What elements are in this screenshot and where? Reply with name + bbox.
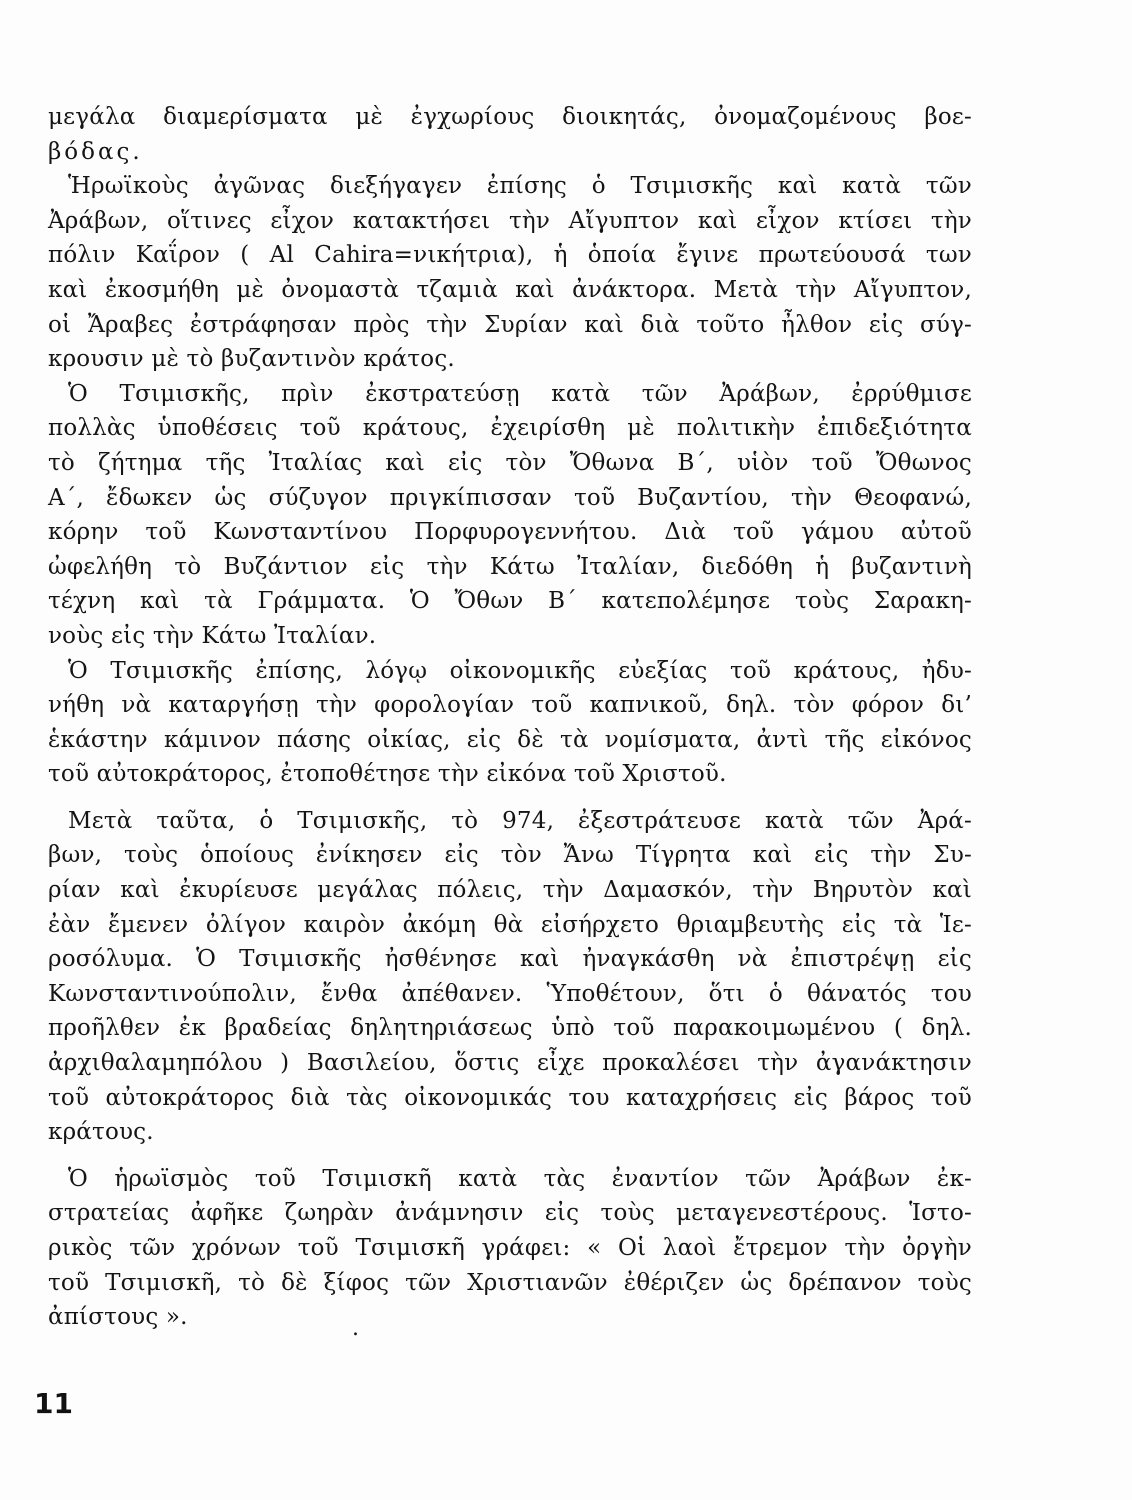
text-line: τοῦ αὐτοκράτορος διὰ τὰς οἰκονομικάς του καταχρήσεις εἰς βάρος τοῦ [48,1084,972,1111]
text-line: Ὁ Τσιμισκῆς ἐπίσης, λόγῳ οἰκονομικῆς εὐεξίας τοῦ κράτους, ἠδυ- [68,657,972,684]
text-line: Ὁ ἡρωϊσμὸς τοῦ Τσιμισκῆ κατὰ τὰς ἐναντίον τῶν Ἀράβων ἐκ- [68,1165,972,1192]
paragraph-spacer [48,792,972,804]
text-line: οἱ Ἄραβες ἐστράφησαν πρὸς τὴν Συρίαν καὶ διὰ τοῦτο ἦλθον εἰς σύγ- [48,311,972,338]
paragraph-4 [48,654,972,792]
text-line: ὠφελήθη τὸ Βυζάντιον εἰς τὴν Κάτω Ἰταλίαν, διεδόθη ἡ βυζαντινὴ [48,553,972,580]
text-line: Ἀράβων, οἵτινες εἶχον κατακτήσει τὴν Αἴγυπτον καὶ εἶχον κτίσει τὴν [48,207,972,234]
text-line: τοῦ Τσιμισκῆ, τὸ δὲ ξίφος τῶν Χριστιανῶν ἐθέριζεν ὡς δρέπανον τοὺς [48,1269,972,1296]
text-line: βόδας. [48,138,143,165]
paragraph-spacer [48,1150,972,1162]
page-number: 11 [34,1387,73,1420]
text-line: ἀπίστους ». [48,1304,188,1331]
text-line: ρικὸς τῶν χρόνων τοῦ Τσιμισκῆ γράφει: « Οἱ λαοὶ ἔτρεμον τὴν ὀργὴν [48,1235,972,1261]
text-line: ἐὰν ἔμενεν ὀλίγον καιρὸν ἀκόμη θὰ εἰσήρχετο θριαμβευτὴς εἰς τὰ Ἱε- [48,911,972,938]
paragraph-2 [48,169,972,377]
text-line: στρατείας ἀφῆκε ζωηρὰν ἀνάμνησιν εἰς τοὺς μεταγενεστέρους. Ἱστο- [48,1200,972,1227]
text-line: καὶ ἐκοσμήθη μὲ ὀνομαστὰ τζαμιὰ καὶ ἀνάκτορα. Μετὰ τὴν Αἴγυπτον, [48,276,972,303]
separator-dot: . [352,1316,359,1341]
text-line: μεγάλα διαμερίσματα μὲ ἐγχωρίους διοικητάς, ὀνομαζομένους βοε- [48,104,972,130]
text-line: Μετὰ ταῦτα, ὁ Τσιμισκῆς, τὸ 974, ἐξεστράτευσε κατὰ τῶν Ἀρά- [68,807,972,834]
paragraph-3 [48,377,972,654]
text-line: Ἡρωϊκοὺς ἀγῶνας διεξήγαγεν ἐπίσης ὁ Τσιμισκῆς καὶ κατὰ τῶν [68,173,972,200]
text-line: ἑκάστην κάμινον πάσης οἰκίας, εἰς δὲ τὰ νομίσματα, ἀντὶ τῆς εἰκόνος [48,726,972,753]
text-line: τοῦ αὐτοκράτορος, ἐτοποθέτησε τὴν εἰκόνα τοῦ Χριστοῦ. [48,761,727,788]
text-line: ροσόλυμα. Ὁ Τσιμισκῆς ἠσθένησε καὶ ἠναγκάσθη νὰ ἐπιστρέψῃ εἰς [48,946,972,973]
text-line: Ὁ Τσιμισκῆς, πρὶν ἐκστρατεύσῃ κατὰ τῶν Ἀράβων, ἐρρύθμισε [68,380,972,407]
text-line: τέχνη καὶ τὰ Γράμματα. Ὁ Ὄθων Β΄ κατεπολέμησε τοὺς Σαρακη- [48,588,972,615]
text-line: κράτους. [48,1119,154,1146]
text-line: πόλιν Καΐρον ( Al Cahira=νικήτρια), ἡ ὁποία ἔγινε πρωτεύουσά των [48,242,972,269]
text-line: κόρην τοῦ Κωνσταντίνου Πορφυρογεννήτου. Διὰ τοῦ γάμου αὐτοῦ [48,519,972,546]
text-line: κρουσιν μὲ τὸ βυζαντινὸν κράτος. [48,346,455,373]
paragraph-1 [48,100,972,169]
text-line: τὸ ζήτημα τῆς Ἰταλίας καὶ εἰς τὸν Ὄθωνα Β΄, υἱὸν τοῦ Ὄθωνος [48,449,972,476]
body-text [48,100,972,1335]
paragraph-6 [48,1162,972,1335]
text-line: προῆλθεν ἐκ βραδείας δηλητηριάσεως ὑπὸ τοῦ παρακοιμωμένου ( δηλ. [48,1015,972,1042]
text-line: νήθη νὰ καταργήσῃ τὴν φορολογίαν τοῦ καπνικοῦ, δηλ. τὸν φόρον δι’ [48,692,972,719]
text-line: πολλὰς ὑποθέσεις τοῦ κράτους, ἐχειρίσθη μὲ πολιτικὴν ἐπιδεξιότητα [48,415,972,442]
text-line: Κωνσταντινούπολιν, ἔνθα ἀπέθανεν. Ὑποθέτουν, ὅτι ὁ θάνατός του [48,980,972,1007]
text-line: ρίαν καὶ ἐκυρίευσε μεγάλας πόλεις, τὴν Δαμασκόν, τὴν Βηρυτὸν καὶ [48,877,972,904]
text-line: νοὺς εἰς τὴν Κάτω Ἰταλίαν. [48,622,377,649]
text-line: βων, τοὺς ὁποίους ἐνίκησεν εἰς τὸν Ἄνω Τίγρητα καὶ εἰς τὴν Συ- [48,842,972,869]
text-line: Α΄, ἔδωκεν ὡς σύζυγον πριγκίπισσαν τοῦ Βυζαντίου, τὴν Θεοφανώ, [48,484,972,511]
paragraph-5 [48,804,972,1150]
text-line: ἀρχιθαλαμηπόλου ) Βασιλείου, ὅστις εἶχε προκαλέσει τὴν ἀγανάκτησιν [48,1050,972,1077]
